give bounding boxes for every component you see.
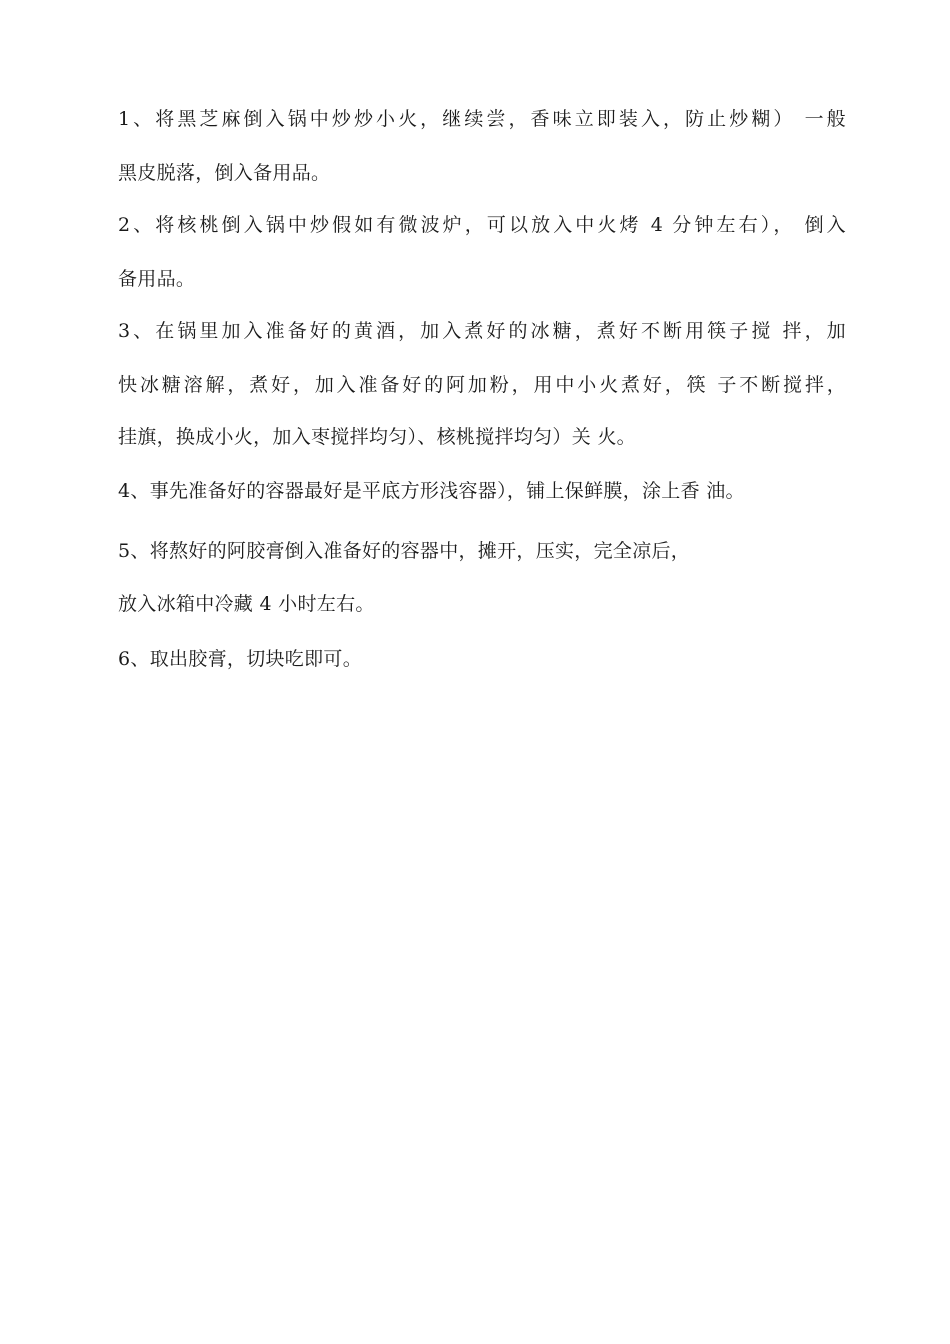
step-2-line-1: 2、将核桃倒入锅中炒假如有微波炉，可以放入中火烤 4 分钟左右）， 倒入 (118, 214, 846, 236)
step-3-line-2: 快冰糖溶解，煮好，加入准备好的阿加粉，用中小火煮好，筷 子不断搅拌， (118, 374, 846, 396)
step-2-line-2: 备用品。 (118, 268, 196, 290)
step-6-line-1: 6、取出胶膏，切块吃即可。 (118, 648, 362, 670)
step-4-line-1: 4、事先准备好的容器最好是平底方形浅容器），铺上保鲜膜，涂上香 油。 (118, 480, 745, 502)
step-1-line-2: 黑皮脱落，倒入备用品。 (118, 162, 331, 184)
step-5-line-1: 5、将熬好的阿胶膏倒入准备好的容器中，摊开，压实，完全凉后， (118, 540, 691, 562)
step-5-line-2: 放入冰箱中冷藏 4 小时左右。 (118, 593, 375, 615)
step-3-line-1: 3、在锅里加入准备好的黄酒，加入煮好的冰糖，煮好不断用筷子搅 拌，加 (118, 320, 846, 342)
step-1-line-1: 1、将黑芝麻倒入锅中炒炒小火，继续尝，香味立即装入，防止炒糊） 一般 (118, 108, 846, 130)
step-3-line-3: 挂旗，换成小火，加入枣搅拌均匀）、核桃搅拌均匀）关 火。 (118, 426, 636, 448)
